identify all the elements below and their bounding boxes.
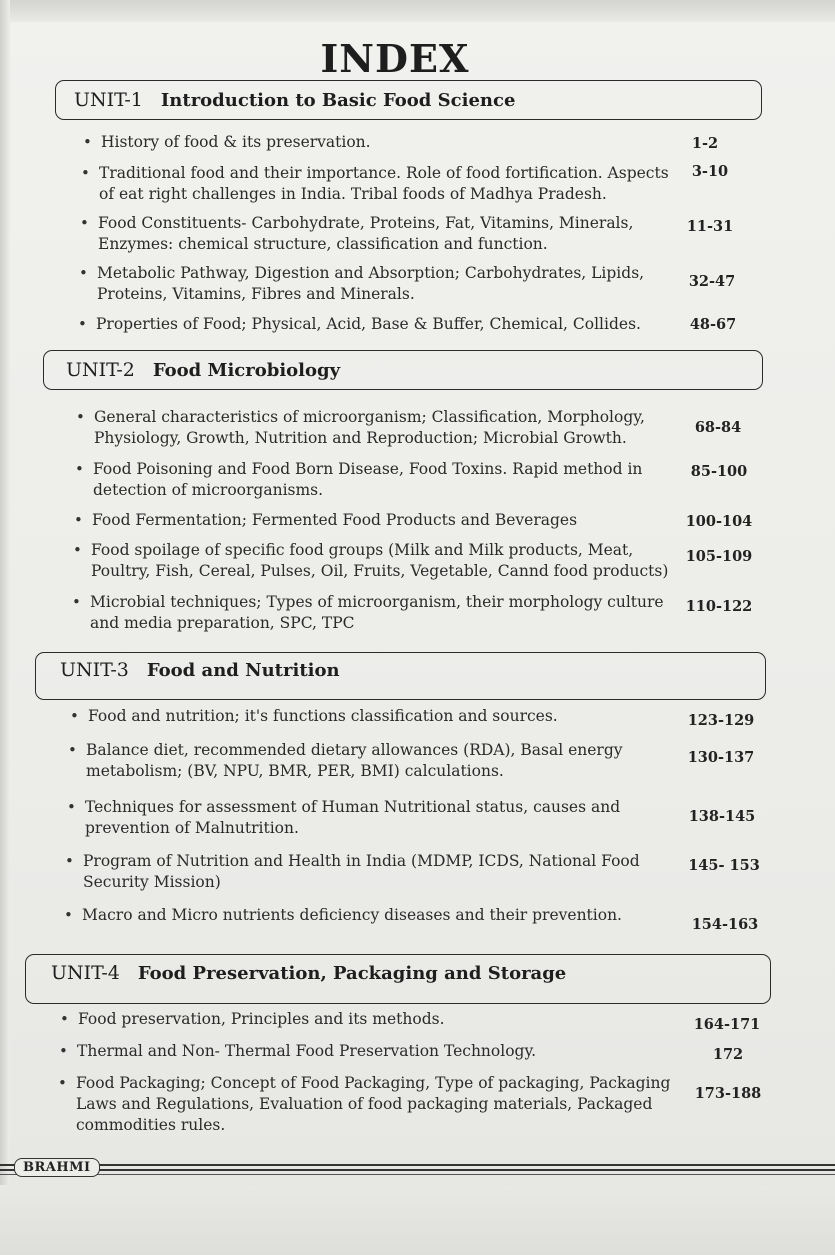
bullet-icon: • <box>83 133 92 151</box>
list-item: • Metabolic Pathway, Digestion and Absorption; Carbohydrates, Lipids, Proteins, Vitamins, Fibres and Minerals. <box>79 264 645 303</box>
page-range: 145- 153 <box>688 857 760 874</box>
list-item: • Program of Nutrition and Health in India (MDMP, ICDS, National Food Security Mission) <box>65 852 640 891</box>
bullet-icon: • <box>80 214 89 232</box>
bullet-icon: • <box>58 1074 67 1092</box>
unit-label: UNIT-1 <box>74 89 143 111</box>
bullet-icon: • <box>73 541 82 559</box>
bullet-icon: • <box>68 741 77 759</box>
list-item: • Food spoilage of specific food groups (Milk and Milk products, Meat, Poultry, Fish, Cereal, Pulses, Oil, Fruits, Vegetable, Cannd food products) <box>73 541 669 580</box>
page-range: 172 <box>712 1046 744 1063</box>
list-item: • History of food & its preservation. <box>83 133 371 151</box>
unit-1-header <box>55 80 762 120</box>
bullet-icon: • <box>64 906 73 924</box>
bullet-icon: • <box>76 408 85 426</box>
bullet-icon: • <box>75 460 84 478</box>
page-range: 130-137 <box>687 749 755 766</box>
page-range: 105-109 <box>685 548 753 565</box>
page-top-edge <box>0 0 835 22</box>
bullet-icon: • <box>79 264 88 282</box>
unit-label: UNIT-4 <box>51 962 120 984</box>
list-item: • Balance diet, recommended dietary allowances (RDA), Basal energy metabolism; (BV, NPU, BMR, PER, BMI) calculations. <box>68 741 623 780</box>
page-range: 11-31 <box>686 218 734 235</box>
unit-name: Introduction to Basic Food Science <box>160 89 516 111</box>
bullet-icon: • <box>81 164 90 182</box>
page-range: 48-67 <box>689 316 737 333</box>
footer-rule <box>0 1164 835 1176</box>
unit-name: Food Preservation, Packaging and Storage <box>137 962 567 984</box>
list-item: • General characteristics of microorganism; Classification, Morphology, Physiology, Growth, Nutrition and Reproduction; Microbial Growth. <box>76 408 645 447</box>
unit-label: UNIT-2 <box>66 359 135 381</box>
list-item: • Properties of Food; Physical, Acid, Base & Buffer, Chemical, Collides. <box>78 315 641 333</box>
bullet-icon: • <box>70 707 79 725</box>
page-range: 3-10 <box>691 163 729 180</box>
bullet-icon: • <box>65 852 74 870</box>
page-range: 1-2 <box>691 135 719 152</box>
unit-4-header <box>25 954 771 1004</box>
unit-name: Food and Nutrition <box>146 659 340 681</box>
page-range: 85-100 <box>690 463 748 480</box>
page-range: 100-104 <box>685 513 753 530</box>
bullet-icon: • <box>60 1010 69 1028</box>
bullet-icon: • <box>78 315 87 333</box>
unit-name: Food Microbiology <box>152 359 341 381</box>
page-left-edge <box>0 0 10 1255</box>
list-item: • Macro and Micro nutrients deficiency diseases and their prevention. <box>64 906 622 924</box>
unit-2-header <box>43 350 763 390</box>
list-item: • Food Poisoning and Food Born Disease, Food Toxins. Rapid method in detection of microorganisms. <box>75 460 643 499</box>
publisher-badge: BRAHMI <box>14 1158 100 1177</box>
list-item: • Thermal and Non- Thermal Food Preservation Technology. <box>59 1042 537 1060</box>
list-item: • Food Constituents- Carbohydrate, Proteins, Fat, Vitamins, Minerals, Enzymes: chemical structure, classification and function. <box>80 214 634 253</box>
unit-label: UNIT-3 <box>60 659 129 681</box>
list-item: • Food preservation, Principles and its methods. <box>60 1010 445 1028</box>
page-range: 164-171 <box>693 1016 761 1033</box>
list-item: • Food and nutrition; it's functions classification and sources. <box>70 707 558 725</box>
page-range: 154-163 <box>691 916 759 933</box>
page-range: 68-84 <box>694 419 742 436</box>
bullet-icon: • <box>72 593 81 611</box>
list-item: • Techniques for assessment of Human Nutritional status, causes and prevention of Malnutrition. <box>67 798 621 837</box>
bullet-icon: • <box>74 511 83 529</box>
bullet-icon: • <box>67 798 76 816</box>
list-item: • Microbial techniques; Types of microorganism, their morphology culture and media preparation, SPC, TPC <box>72 593 664 632</box>
unit-3-header <box>35 652 766 700</box>
page-range: 123-129 <box>687 712 755 729</box>
page-range: 110-122 <box>685 598 753 615</box>
page-bottom <box>0 1185 835 1255</box>
bullet-icon: • <box>59 1042 68 1060</box>
page-range: 32-47 <box>688 273 736 290</box>
list-item: • Food Fermentation; Fermented Food Products and Beverages <box>74 511 578 529</box>
list-item: • Food Packaging; Concept of Food Packaging, Type of packaging, Packaging Laws and Regulations, Evaluation of food packaging materials, Packaged commodities rules. <box>58 1074 671 1134</box>
list-item: • Traditional food and their importance. Role of food fortification. Aspects of eat right challenges in India. Tribal foods of Madhya Pradesh. <box>81 164 669 203</box>
page-range: 138-145 <box>688 808 756 825</box>
page-title: INDEX <box>320 36 470 81</box>
page-range: 173-188 <box>694 1085 762 1102</box>
